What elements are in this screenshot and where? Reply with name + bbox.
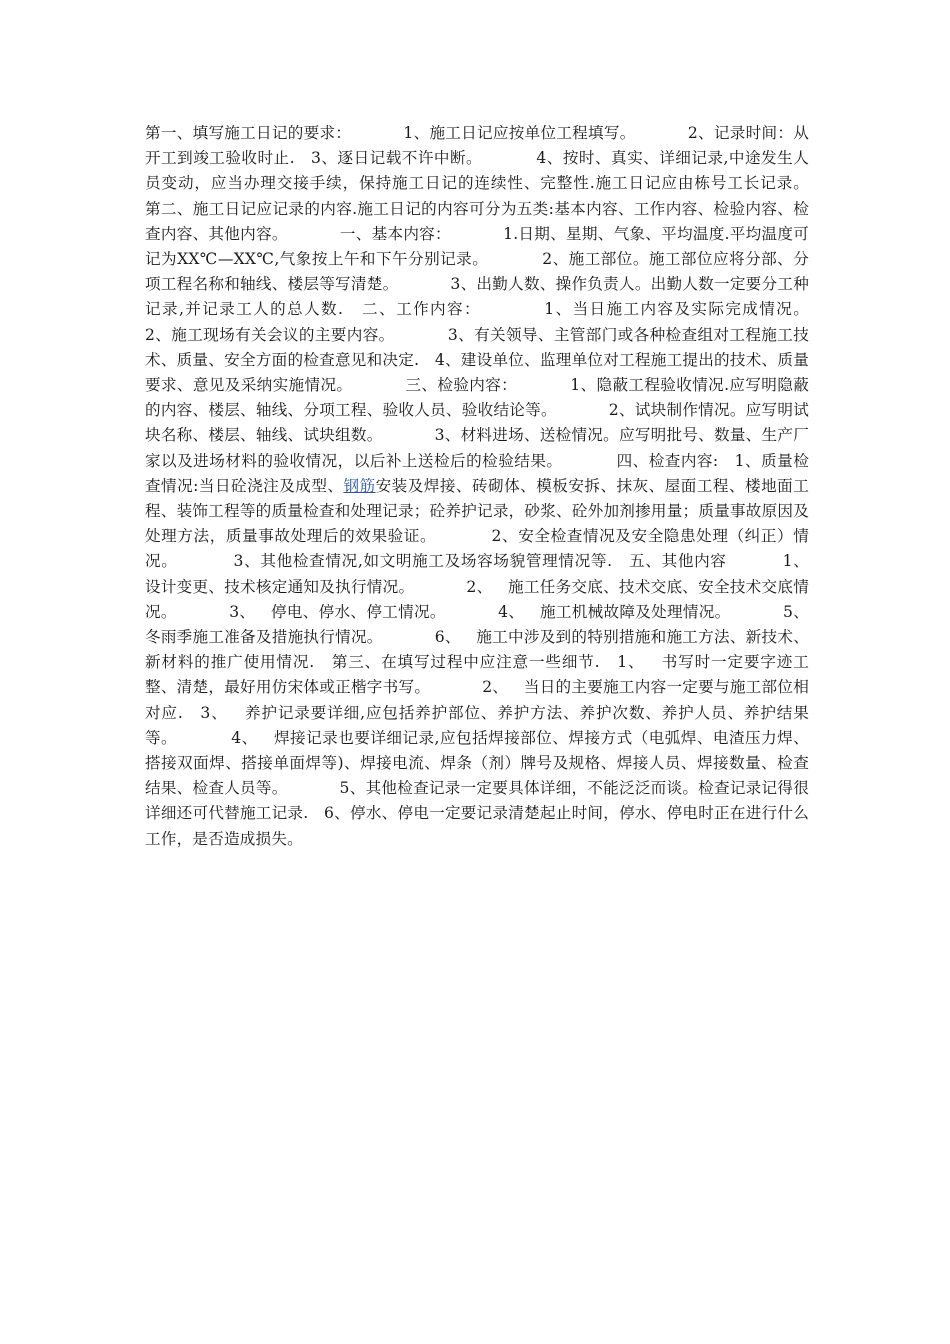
body-text-part-2: 安装及焊接、砖砌体、模板安拆、抹灰、屋面工程、楼地面工程、装饰工程等的质量检查和处理记录；砼养护记录，砂浆、砼外加剂掺用量；质量事故原因及处理方法，质量事故处理后的效果验证。 2、安全检查情况及安全隐患处理（纠正）情况。 3、其他检查情况,如文明施工及场容场貌管理情况等. 五、其他内容 1、 设计变更、技术核定通知及执行情况。 2、 施工任务交底、技术交底、安全技术交底情况。 3、 停电、停水、停工情况。 4、 施工机械故障及处理情况。 5、 冬雨季施工准备及措施执行情况。 6、 施工中涉及到的特别措施和施工方法、新技术、新材料的推广使用情况. 第三、在填写过程中应注意一些细节. 1、 书写时一定要字迹工整、清楚，最好用仿宋体或正楷字书写。 2、 当日的主要施工内容一定要与施工部位相对应. 3、 养护记录要详细,应包括养护部位、养护方法、养护次数、养护人员、养护结果等。 4、 焊接记录也要详细记录,应包括焊接部位、焊接方式（电弧焊、电渣压力焊、搭接双面焊、搭接单面焊等)、焊接电流、焊条（剂）牌号及规格、焊接人员、焊接数量、检查结果、检查人员等。 5、其他检查记录一定要具体详细，不能泛泛而谈。检查记录记得很详细还可代替施工记录. 6、停水、停电一定要记录清楚起止时间，停水、停电时正在进行什么工作，是否造成损失。 [145,476,825,848]
construction-diary-instructions-text [145,121,861,852]
body-text-part-1: 第一、填写施工日记的要求： 1、施工日记应按单位工程填写。 2、记录时间：从开工到竣工验收时止. 3、逐日记载不许中断。 4、按时、真实、详细记录,中途发生人员变动，应当办理交接手续，保持施工日记的连续性、完整性.施工日记应由栋号工长记录。 第二、施工日记应记录的内容.施工日记的内容可分为五类:基本内容、工作内容、检验内容、检查内容、其他内容。 一、基本内容： 1.日期、星期、气象、平均温度.平均温度可记为XX℃—XX℃,气象按上午和下午分别记录。 2、施工部位。施工部位应将分部、分项工程名称和轴线、楼层等写清楚。 3、出勤人数、操作负责人。出勤人数一定要分工种记录,并记录工人的总人数. 二、工作内容： 1、当日施工内容及实际完成情况。 2、施工现场有关会议的主要内容。 3、有关领导、主管部门或各种检查组对工程施工技术、质量、安全方面的检查意见和决定. 4、建设单位、监理单位对工程施工提出的技术、质量要求、意见及采纳实施情况。 三、检验内容： 1、隐蔽工程验收情况.应写明隐蔽的内容、楼层、轴线、分项工程、验收人员、验收结论等。 2、试块制作情况。应写明试块名称、楼层、轴线、试块组数。 3、材料进场、送检情况。应写明批号、数量、生产厂家以及进场材料的验收情况，以后补上送检后的检验结果。 四、检查内容: 1、质量检查情况:当日砼浇注及成型、 [145,124,861,495]
steel-bar-link[interactable]: 钢筋 [343,476,376,495]
